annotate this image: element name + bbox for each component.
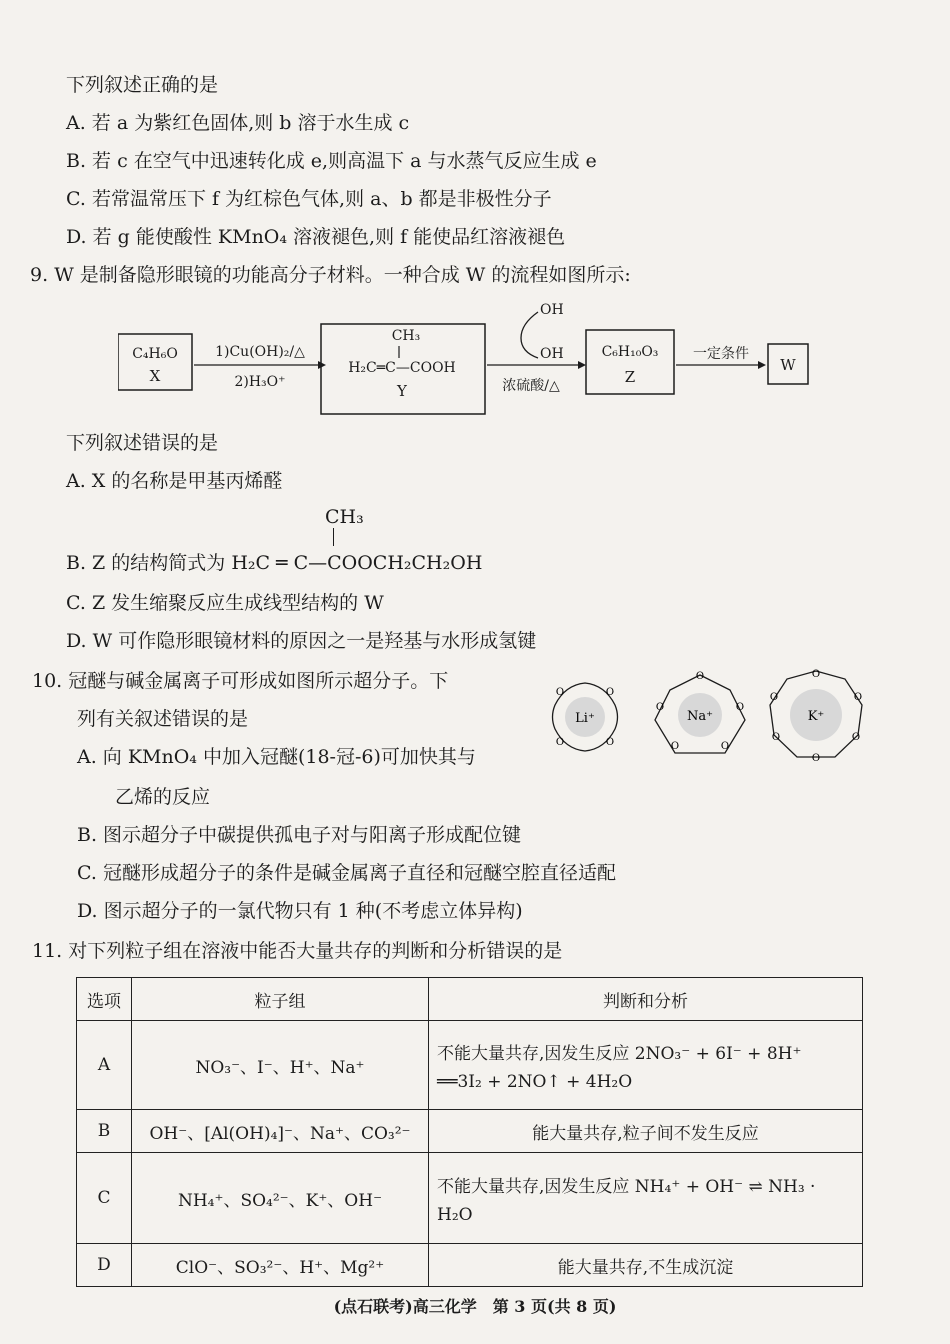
header-option: 选项	[77, 978, 132, 1021]
q11-number: 11.	[32, 940, 63, 962]
na-o5: O	[655, 702, 665, 713]
k-o3: O	[851, 732, 861, 743]
crown-na	[655, 671, 745, 753]
y-main: H₂C═C—COOH	[348, 360, 456, 376]
li-o2: O	[605, 687, 615, 698]
ch3-bond	[333, 528, 334, 546]
q9-option-a: A. X 的名称是甲基丙烯醛	[66, 470, 283, 492]
q9-option-c: C. Z 发生缩聚反应生成线型结构的 W	[66, 592, 384, 614]
q10-option-a: A. 向 KMnO₄ 中加入冠醚(18-冠-6)可加快其与	[77, 746, 476, 768]
crown-li	[553, 683, 618, 751]
q10-option-d: D. 图示超分子的一氯代物只有 1 种(不考虑立体异构)	[77, 900, 523, 922]
k-o1: O	[811, 669, 821, 680]
row-b-analysis: 能大量共存,粒子间不发生反应	[429, 1110, 863, 1153]
step1-top: 1)Cu(OH)₂/△	[215, 344, 305, 360]
crown-k	[770, 669, 862, 764]
w-label: W	[780, 356, 796, 374]
q11-stem	[32, 938, 562, 964]
crown-ether-figures	[540, 665, 870, 770]
q9-stem-text: W 是制备隐形眼镜的功能高分子材料。一种合成 W 的流程如图所示:	[54, 264, 631, 286]
row-d-option: D	[77, 1244, 132, 1287]
reagent-oh-1: OH	[540, 302, 564, 318]
q10-number: 10.	[32, 670, 63, 692]
row-b-ions: OH⁻、[Al(OH)₄]⁻、Na⁺、CO₃²⁻	[132, 1110, 429, 1153]
q10-option-c: C. 冠醚形成超分子的条件是碱金属离子直径和冠醚空腔直径适配	[77, 862, 616, 884]
row-c-analysis-1: 不能大量共存,因发生反应 NH₄⁺ + OH⁻ ⇌ NH₃ ·	[437, 1176, 816, 1197]
q9-stem	[30, 262, 631, 288]
q9-option-d: D. W 可作隐形眼镜材料的原因之一是羟基与水形成氢键	[66, 630, 537, 652]
q8-stem: 下列叙述正确的是	[66, 74, 219, 96]
li-o1: O	[555, 687, 565, 698]
table-row	[77, 1153, 863, 1244]
row-c-analysis	[429, 1153, 863, 1244]
y-label: Y	[397, 382, 407, 400]
table-row	[77, 1244, 863, 1287]
q11-stem-text: 对下列粒子组在溶液中能否大量共存的判断和分析错误的是	[68, 940, 563, 962]
q10-stem-line1	[32, 668, 448, 694]
arrow-3-head	[758, 361, 766, 369]
k-o2: O	[853, 692, 863, 703]
row-a-analysis-2: ══3I₂ + 2NO↑ + 4H₂O	[437, 1071, 633, 1092]
row-c-analysis-2: H₂O	[437, 1204, 473, 1225]
row-a-analysis-1: 不能大量共存,因发生反应 2NO₃⁻ + 6I⁻ + 8H⁺	[437, 1043, 802, 1064]
step3-top: 一定条件	[693, 346, 749, 362]
y-ch3: CH₃	[391, 328, 421, 344]
glycol-chain	[521, 312, 538, 358]
k-o6: O	[769, 692, 779, 703]
x-label: X	[149, 367, 161, 385]
q9-option-b-ch3	[325, 506, 364, 546]
arrow-1-head	[318, 361, 326, 369]
ch3-label: CH₃	[325, 506, 364, 528]
step2-bottom: 浓硫酸/△	[502, 378, 560, 394]
table-row	[77, 1110, 863, 1153]
x-formula: C₄H₆O	[132, 346, 178, 362]
k-o4: O	[811, 753, 821, 764]
q8-option-c: C. 若常温常压下 f 为红棕色气体,则 a、b 都是非极性分子	[66, 188, 552, 210]
na-o1: O	[695, 671, 705, 682]
q10-option-a-cont: 乙烯的反应	[115, 786, 211, 808]
q9-synthesis-flow-diagram	[118, 296, 818, 421]
k-label: K⁺	[807, 709, 825, 724]
table-row	[77, 1021, 863, 1110]
li-o4: O	[605, 737, 615, 748]
header-ions: 粒子组	[132, 978, 429, 1021]
li-label: Li⁺	[575, 711, 595, 726]
na-label: Na⁺	[687, 709, 713, 724]
row-a-ions: NO₃⁻、I⁻、H⁺、Na⁺	[132, 1021, 429, 1110]
na-o4: O	[670, 741, 680, 752]
q9-question: 下列叙述错误的是	[66, 432, 219, 454]
arrow-2-head	[578, 361, 586, 369]
q10-option-b: B. 图示超分子中碳提供孤电子对与阳离子形成配位键	[77, 824, 522, 846]
na-o3: O	[720, 741, 730, 752]
q9-number: 9.	[30, 264, 49, 286]
row-d-ions: ClO⁻、SO₃²⁻、H⁺、Mg²⁺	[132, 1244, 429, 1287]
row-a-analysis	[429, 1021, 863, 1110]
q10-stem-line2: 列有关叙述错误的是	[77, 708, 249, 730]
step1-bottom: 2)H₃O⁺	[234, 374, 286, 390]
z-formula: C₆H₁₀O₃	[601, 344, 659, 360]
na-o2: O	[735, 702, 745, 713]
row-a-option: A	[77, 1021, 132, 1110]
row-c-option: C	[77, 1153, 132, 1244]
page-footer: (点石联考)高三化学 第 3 页(共 8 页)	[333, 1297, 617, 1316]
q8-option-a: A. 若 a 为紫红色固体,则 b 溶于水生成 c	[66, 112, 410, 134]
table-header	[77, 978, 863, 1021]
row-c-ions: NH₄⁺、SO₄²⁻、K⁺、OH⁻	[132, 1153, 429, 1244]
reagent-oh-2: OH	[540, 346, 564, 362]
header-analysis: 判断和分析	[429, 978, 863, 1021]
li-o3: O	[555, 737, 565, 748]
q8-option-b: B. 若 c 在空气中迅速转化成 e,则高温下 a 与水蒸气反应生成 e	[66, 150, 597, 172]
row-d-analysis: 能大量共存,不生成沉淀	[429, 1244, 863, 1287]
q8-option-d: D. 若 g 能使酸性 KMnO₄ 溶液褪色,则 f 能使品红溶液褪色	[66, 226, 566, 248]
z-label: Z	[624, 368, 636, 386]
q10-stem-text: 冠醚与碱金属离子可形成如图所示超分子。下	[68, 670, 449, 692]
k-o5: O	[771, 732, 781, 743]
row-b-option: B	[77, 1110, 132, 1153]
q9-option-b: B. Z 的结构简式为 H₂C ═ C—COOCH₂CH₂OH	[66, 552, 483, 574]
q11-table	[76, 977, 863, 1287]
